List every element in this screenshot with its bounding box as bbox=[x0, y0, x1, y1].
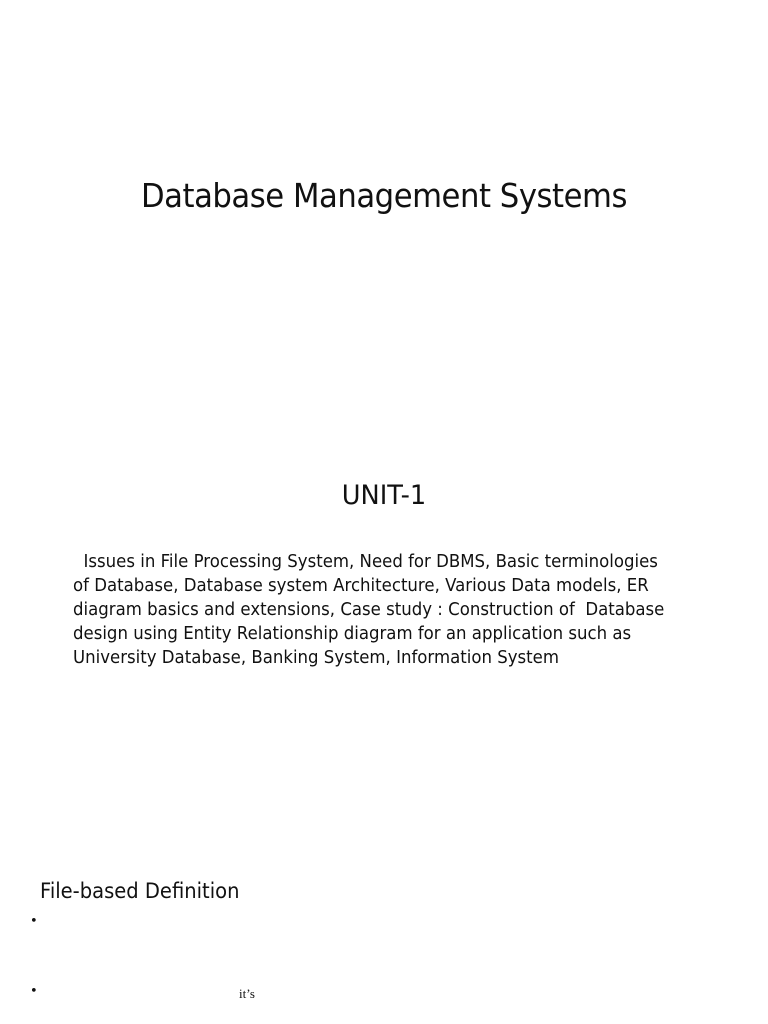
bullet-marker: • bbox=[30, 984, 38, 999]
bullet-marker: • bbox=[30, 914, 38, 929]
syllabus-text: Issues in File Processing System, Need for DBMS, Basic terminologies of Database, Database system Architecture, Various Data models, ER diagram basics and extensions, Case study : Construction of Database design using Entity Relationship diagram for an application such as University Database, Banking System, Information System bbox=[73, 551, 665, 668]
unit-heading: UNIT-1 bbox=[341, 480, 427, 511]
bullet-text: it’s bbox=[239, 986, 255, 1001]
slide-title: Database Management Systems bbox=[140, 176, 627, 215]
section-heading: File-based Definition bbox=[40, 879, 240, 903]
